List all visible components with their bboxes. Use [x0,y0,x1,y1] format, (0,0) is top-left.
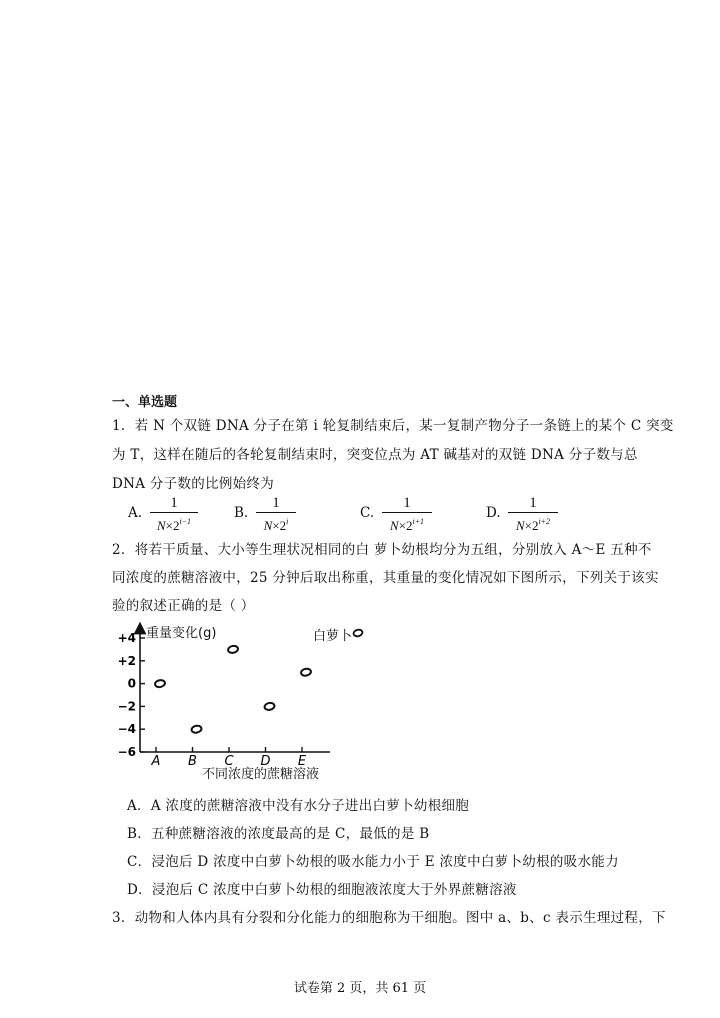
q1-line-2: 为 T，这样在随后的各轮复制结束时，突变位点为 AT 碱基对的双链 DNA 分子数与总 [112,447,638,463]
q1-line-3: DNA 分子数的比例始终为 [112,476,275,492]
q1-line-1: 1．若 N 个双链 DNA 分子在第 i 轮复制结束后，某一复制产物分子一条链上的某个 C 突变 [112,418,674,434]
q1-option-a-den-base: N [156,518,166,533]
q1-option-a-fraction [150,495,198,533]
q1-option-b-label: B. [234,505,249,521]
x-tick-label: A [151,754,161,769]
q1-option-a-numerator: 1 [170,495,178,511]
x-tick-label: D [260,754,271,769]
q1-option-c-den-base: N [389,518,399,533]
y-tick-label: −6 [117,745,136,759]
x-tick-label: E [297,754,307,769]
y-tick-label: +4 [117,631,136,645]
q1-option-b-numerator: 1 [272,495,280,511]
q2-choice-b: B．五种蔗糖溶液的浓度最高的是 C，最低的是 B [127,826,430,842]
q1-option-c-den-times: × [398,518,406,533]
q1-option-b-den-times: × [272,518,280,533]
q1-option-b-den-base: N [263,518,273,533]
x-tick-label: B [188,754,197,769]
x-tick-label: C [224,754,234,769]
q1-option-c-fraction [382,495,432,533]
q3-line-1: 3．动物和人体内具有分裂和分化能力的细胞称为干细胞。图中 a、b、c 表示生理过程，下 [112,910,666,926]
data-point [264,702,275,711]
q2-line-3: 验的叙述正确的是（ ） [112,598,255,614]
weight-change-chart [108,618,378,784]
y-tick-label: −2 [117,699,136,714]
y-tick-label: −4 [117,722,136,737]
q2-line-2: 同浓度的蔗糖溶液中，25 分钟后取出称重，其重量的变化情况如下图所示，下列关于该实 [112,570,659,586]
q1-option-b-den-exp: i [286,517,289,526]
q1-option-c-numerator: 1 [403,495,411,511]
q1-option-c-den-two: 2 [405,518,413,533]
q1-option-d-den-exp: i+2 [538,517,551,526]
q1-option-c-den-exp: i+1 [412,517,425,526]
legend-marker [353,629,363,638]
q1-option-a-den-two: 2 [172,518,180,533]
q2-choice-c: C．浸泡后 D 浓度中白萝卜幼根的吸水能力小于 E 浓度中白萝卜幼根的吸水能力 [127,854,619,870]
data-point [227,645,238,654]
q2-choice-a: A．A 浓度的蔗糖溶液中没有水分子进出白萝卜幼根细胞 [127,798,470,814]
y-tick-label: 0 [127,676,136,691]
q1-option-d-den-two: 2 [531,518,539,533]
q2-line-1: 2．将若干质量、大小等生理状况相同的白 萝卜幼根均分为五组，分别放入 A～E 五种不 [112,542,652,558]
q1-option-a-den-exp: i−1 [179,517,192,526]
y-tick-label: +2 [117,653,136,668]
q1-option-d-fraction [508,495,558,533]
q1-option-a-label: A. [128,505,143,521]
data-point [300,668,311,677]
q2-choice-d: D．浸泡后 C 浓度中白萝卜幼根的细胞液浓度大于外界蔗糖溶液 [127,882,517,898]
q1-option-d-den-times: × [524,518,532,533]
x-axis-label: 不同浓度的蔗糖溶液 [202,767,320,782]
legend-label: 白萝卜 [313,629,353,644]
q1-option-c-label: C. [360,505,375,521]
q1-option-b-fraction [256,495,296,533]
page-footer: 试卷第 2 页，共 61 页 [293,981,427,996]
q1-option-d-den-base: N [515,518,525,533]
data-point [191,725,202,734]
section-title: 一、单选题 [112,395,178,410]
q1-option-d-numerator: 1 [529,495,537,511]
q1-option-a-den-times: × [165,518,173,533]
y-axis-label: 重量变化(g) [146,626,217,641]
data-point [154,679,165,688]
q1-option-b-den-two: 2 [279,518,287,533]
q1-option-d-label: D. [486,505,501,521]
